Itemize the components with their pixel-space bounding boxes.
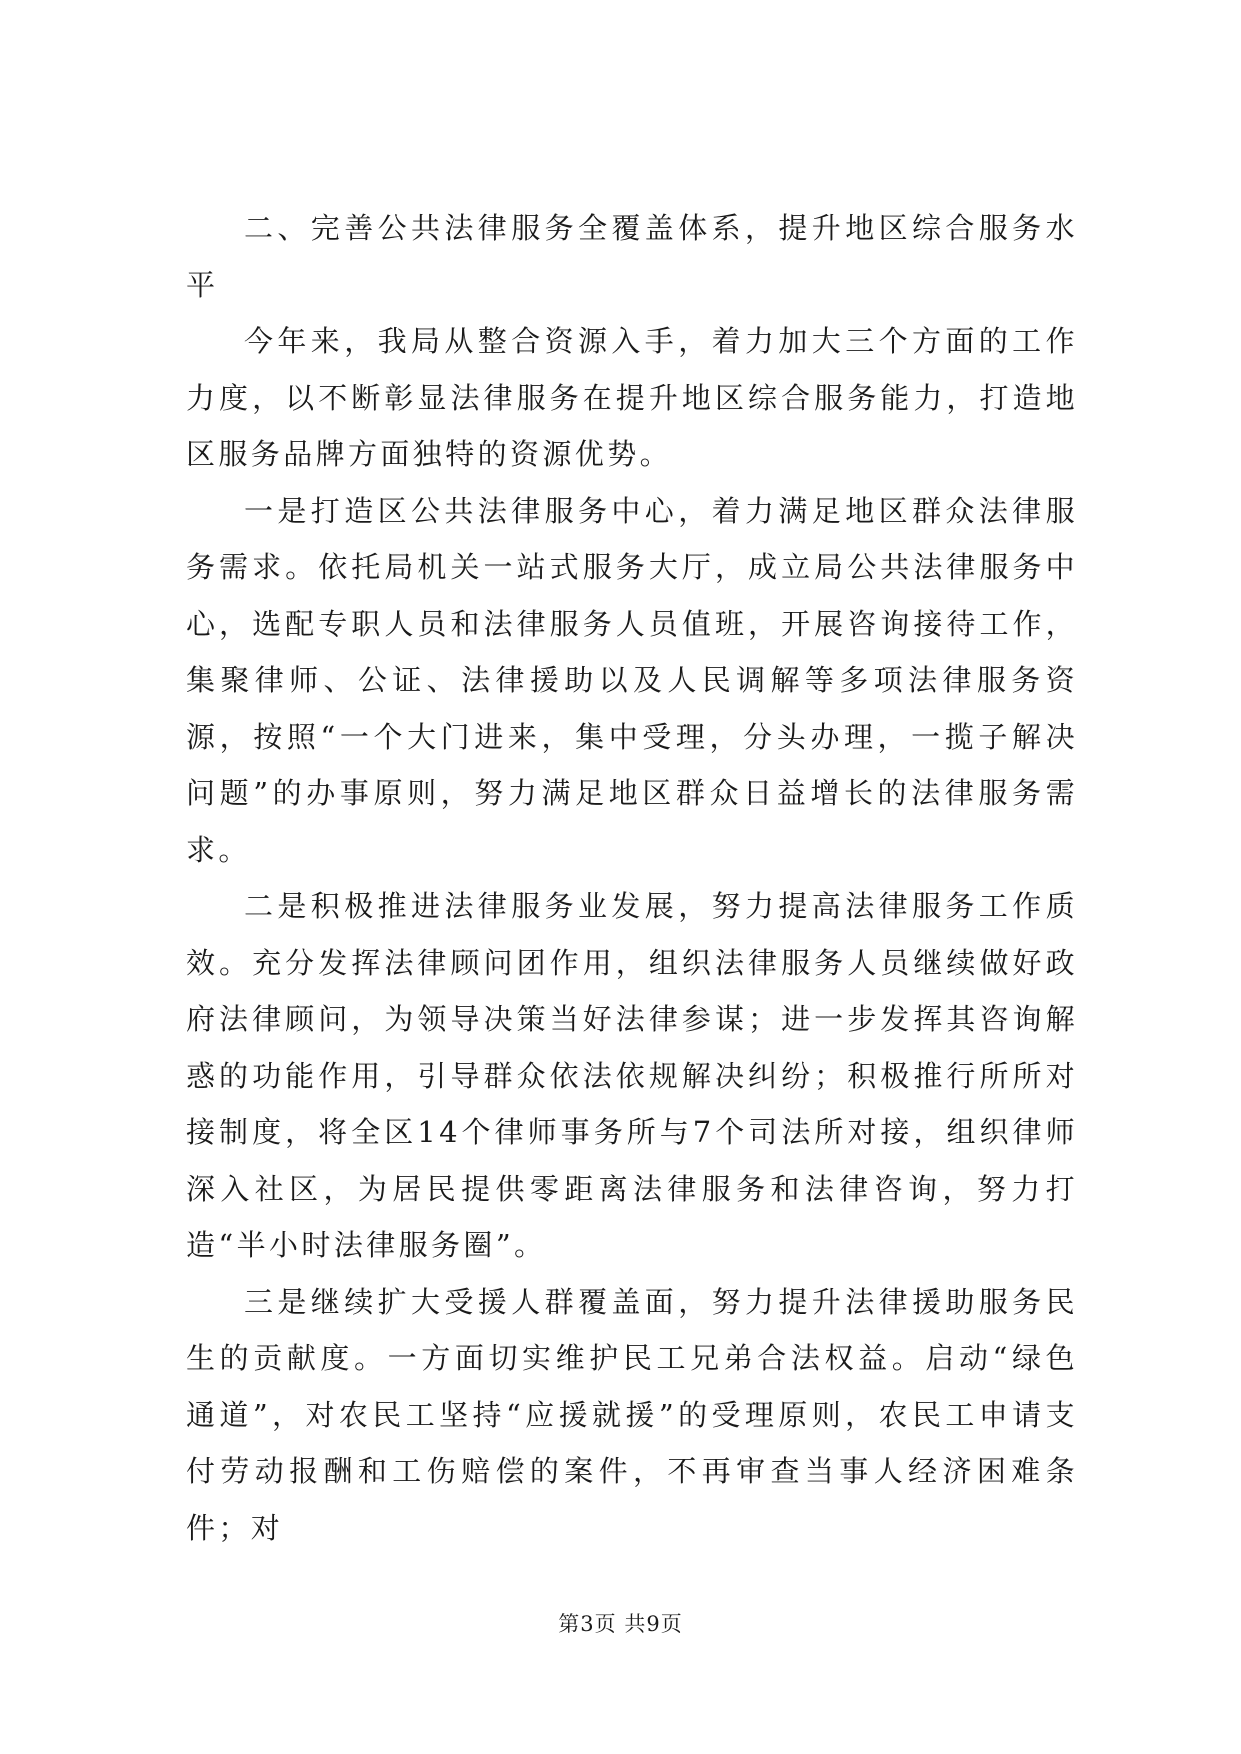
document-body: [186, 200, 1078, 1556]
section-heading: 二、完善公共法律服务全覆盖体系，提升地区综合服务水平: [186, 211, 1078, 302]
paragraph-point-three: 三是继续扩大受援人群覆盖面，努力提升法律援助服务民生的贡献度。一方面切实维护民工兄弟合法权益。启动“绿色通道”，对农民工坚持“应援就援”的受理原则，农民工申请支付劳动报酬和工伤赔偿的案件，不再审查当事人经济困难条件；对: [186, 1284, 1078, 1545]
paragraph-point-two: 二是积极推进法律服务业发展，努力提高法律服务工作质效。充分发挥法律顾问团作用，组织法律服务人员继续做好政府法律顾问，为领导决策当好法律参谋；进一步发挥其咨询解惑的功能作用，引导群众依法依规解决纠纷；积极推行所所对接制度，将全区14个律师事务所与7个司法所对接，组织律师深入社区，为居民提供零距离法律服务和法律咨询，努力打造“半小时法律服务圈”。: [186, 889, 1078, 1262]
paragraph-intro: 今年来，我局从整合资源入手，着力加大三个方面的工作力度，以不断彰显法律服务在提升地区综合服务能力，打造地区服务品牌方面独特的资源优势。: [186, 324, 1078, 471]
page-number-footer: 第3页 共9页: [558, 1612, 683, 1636]
paragraph-point-one: 一是打造区公共法律服务中心，着力满足地区群众法律服务需求。依托局机关一站式服务大厅，成立局公共法律服务中心，选配专职人员和法律服务人员值班，开展咨询接待工作，集聚律师、公证、法律援助以及人民调解等多项法律服务资源，按照“一个大门进来，集中受理，分头办理，一揽子解决问题”的办事原则，努力满足地区群众日益增长的法律服务需求。: [186, 493, 1078, 867]
